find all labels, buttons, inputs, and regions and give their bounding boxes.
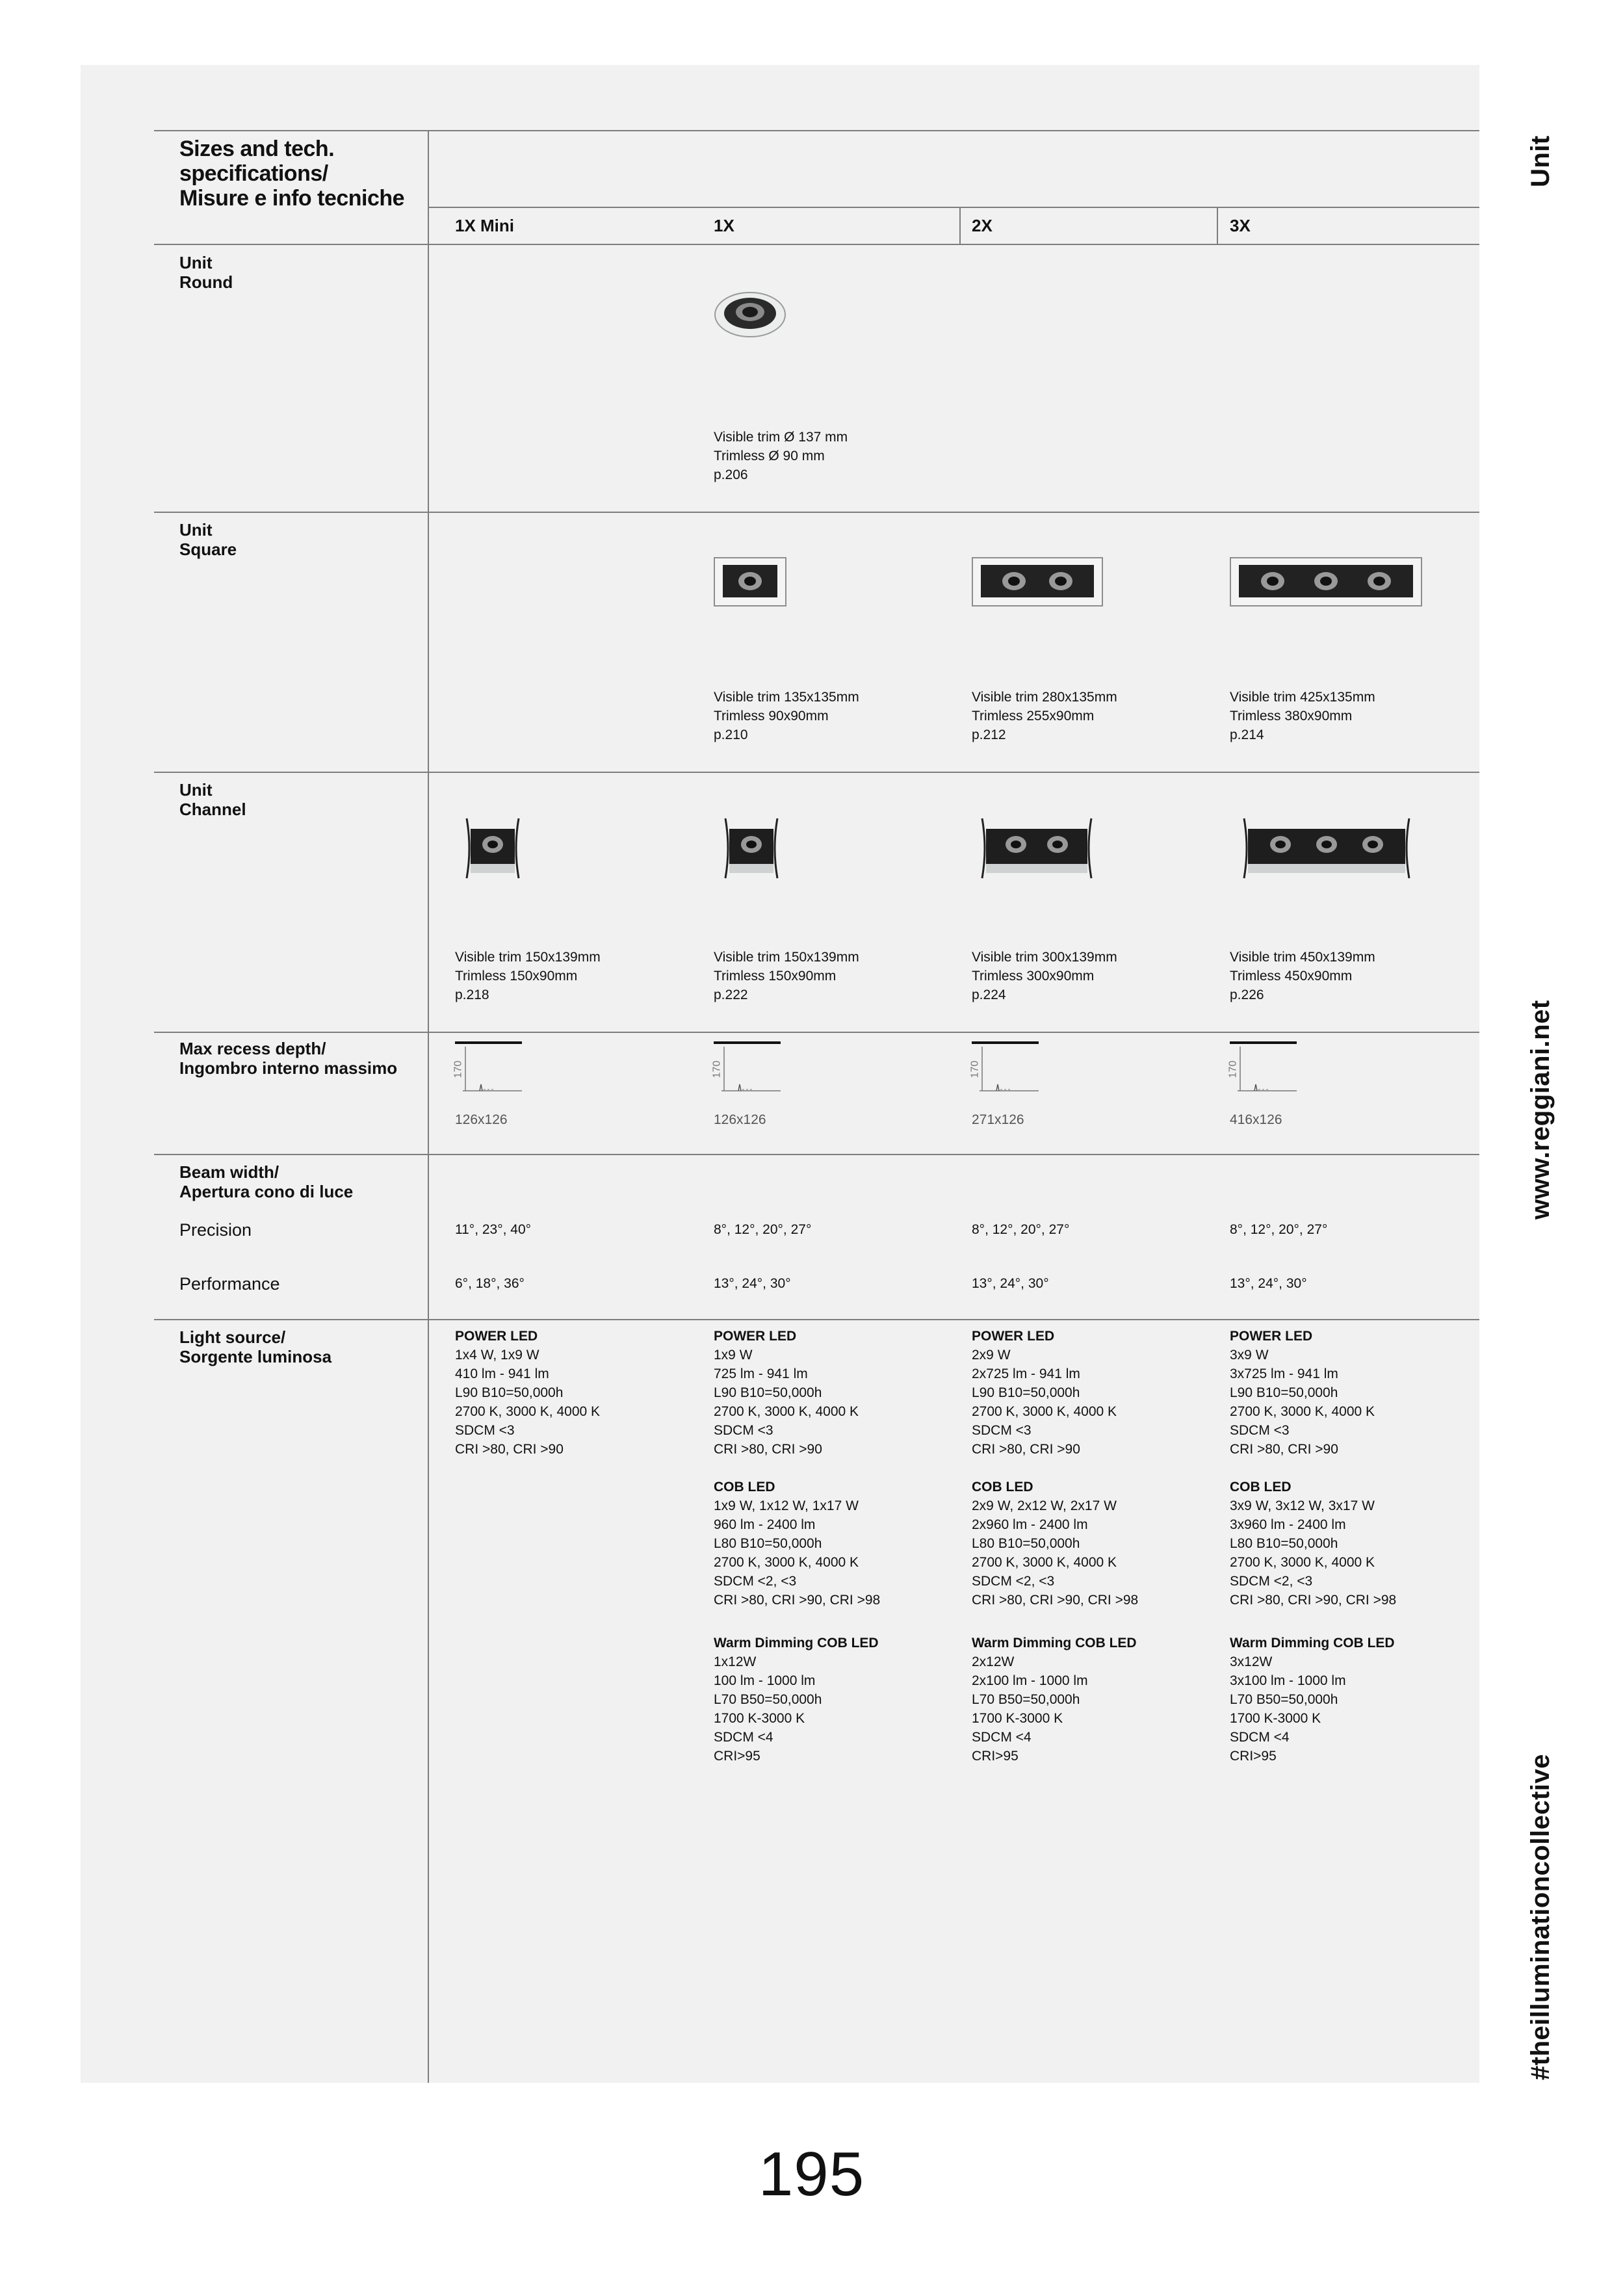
recess-depth-label: 170 [711,1060,723,1078]
rule-beam [154,1319,1479,1320]
performance-1x-mini: 6°, 18°, 36° [455,1276,525,1291]
column-2x: 2X [972,216,993,235]
recess-depth-label: 170 [1227,1060,1239,1078]
power-3x-heading: POWER LED [1230,1329,1313,1344]
precision-label: Precision [179,1220,252,1240]
recess-1x-mini-size: 126x126 [455,1112,508,1127]
recess-diagram-1x-mini [452,1041,526,1093]
square-3x-spec: Visible trim 425x135mm Trimless 380x90mm p.214 [1230,690,1375,742]
square-2x-icon [972,557,1103,607]
recess-diagram-1x [711,1041,785,1093]
channel-1x-mini-spec: Visible trim 150x139mm Trimless 150x90mm p.218 [455,950,601,1002]
power-3x-spec: 3x9 W 3x725 lm - 941 lm L90 B10=50,000h 2700 K, 3000 K, 4000 K SDCM <3 CRI >80, CRI >90 [1230,1348,1375,1457]
row-label-recess: Max recess depth/ Ingombro interno massimo [179,1039,398,1078]
row-label-beam: Beam width/ Apertura cono di luce [179,1162,354,1201]
rule-vertical-3x [1217,207,1218,244]
precision-1x: 8°, 12°, 20°, 27° [714,1222,812,1237]
side-section-title: Unit [1526,135,1555,187]
power-1x-heading: POWER LED [714,1329,797,1344]
rule-top [154,130,1479,131]
row-label-light-source: Light source/ Sorgente luminosa [179,1327,332,1366]
recess-2x-size: 271x126 [972,1112,1024,1127]
rule-channel [154,1032,1479,1033]
power-1x-mini-heading: POWER LED [455,1329,538,1344]
row-label-square: Unit Square [179,520,237,559]
recess-diagram-3x [1227,1041,1301,1093]
page-title: Sizes and tech. specifications/ Misure e info tecniche [179,137,405,211]
channel-3x-spec: Visible trim 450x139mm Trimless 450x90mm p.226 [1230,950,1375,1002]
channel-1x-icon [721,816,781,881]
side-website: www.reggiani.net [1526,1000,1555,1220]
square-1x-icon [714,557,786,607]
row-label-round: Unit Round [179,253,233,292]
channel-2x-spec: Visible trim 300x139mm Trimless 300x90mm p.224 [972,950,1117,1002]
page-number: 195 [758,2139,865,2209]
cob-2x-spec: 2x9 W, 2x12 W, 2x17 W 2x960 lm - 2400 lm L80 B10=50,000h 2700 K, 3000 K, 4000 K SDCM <2, <3 CRI >80, CRI >90, CRI >98 [972,1498,1139,1608]
cob-3x-spec: 3x9 W, 3x12 W, 3x17 W 3x960 lm - 2400 lm L80 B10=50,000h 2700 K, 3000 K, 4000 K SDCM <2, <3 CRI >80, CRI >90, CRI >98 [1230,1498,1397,1608]
performance-label: Performance [179,1274,280,1294]
round-1x-spec: Visible trim Ø 137 mm Trimless Ø 90 mm p.206 [714,430,848,482]
power-2x-spec: 2x9 W 2x725 lm - 941 lm L90 B10=50,000h 2700 K, 3000 K, 4000 K SDCM <3 CRI >80, CRI >90 [972,1348,1117,1457]
rule-round [154,512,1479,513]
rule-vertical-2x [959,207,961,244]
power-1x-mini-spec: 1x4 W, 1x9 W 410 lm - 941 lm L90 B10=50,000h 2700 K, 3000 K, 4000 K SDCM <3 CRI >80, CRI >90 [455,1348,601,1457]
performance-3x: 13°, 24°, 30° [1230,1276,1307,1291]
channel-2x-icon [978,816,1095,881]
channel-1x-mini-icon [463,816,523,881]
recess-3x-size: 416x126 [1230,1112,1282,1127]
channel-3x-icon [1240,816,1413,881]
recess-depth-label: 170 [969,1060,981,1078]
square-1x-spec: Visible trim 135x135mm Trimless 90x90mm p.210 [714,690,859,742]
power-1x-spec: 1x9 W 725 lm - 941 lm L90 B10=50,000h 2700 K, 3000 K, 4000 K SDCM <3 CRI >80, CRI >90 [714,1348,859,1457]
rule-square [154,772,1479,773]
warm-3x-heading: Warm Dimming COB LED [1230,1636,1395,1650]
warm-1x-spec: 1x12W 100 lm - 1000 lm L70 B50=50,000h 1700 K-3000 K SDCM <4 CRI>95 [714,1654,822,1764]
recess-diagram-2x [969,1041,1043,1093]
channel-1x-spec: Visible trim 150x139mm Trimless 150x90mm p.222 [714,950,859,1002]
recess-depth-label: 170 [452,1060,464,1078]
cob-1x-spec: 1x9 W, 1x12 W, 1x17 W 960 lm - 2400 lm L80 B10=50,000h 2700 K, 3000 K, 4000 K SDCM <2, <3 CRI >80, CRI >90, CRI >98 [714,1498,881,1608]
side-hashtag: #theilluminationcollective [1526,1753,1555,2080]
precision-3x: 8°, 12°, 20°, 27° [1230,1222,1328,1237]
cob-2x-heading: COB LED [972,1480,1033,1494]
warm-2x-spec: 2x12W 2x100 lm - 1000 lm L70 B50=50,000h 1700 K-3000 K SDCM <4 CRI>95 [972,1654,1088,1764]
cob-1x-heading: COB LED [714,1480,775,1494]
row-label-channel: Unit Channel [179,780,246,819]
rule-recess [154,1154,1479,1155]
performance-1x: 13°, 24°, 30° [714,1276,791,1291]
column-1x: 1X [714,216,734,235]
rule-vertical-label [428,130,429,2083]
square-2x-spec: Visible trim 280x135mm Trimless 255x90mm p.212 [972,690,1117,742]
column-3x: 3X [1230,216,1251,235]
cob-3x-heading: COB LED [1230,1480,1292,1494]
warm-3x-spec: 3x12W 3x100 lm - 1000 lm L70 B50=50,000h 1700 K-3000 K SDCM <4 CRI>95 [1230,1654,1346,1764]
rule-columns-bottom [154,244,1479,245]
square-3x-icon [1230,557,1422,607]
precision-1x-mini: 11°, 23°, 40° [455,1222,532,1237]
column-1x-mini: 1X Mini [455,216,515,235]
performance-2x: 13°, 24°, 30° [972,1276,1049,1291]
warm-2x-heading: Warm Dimming COB LED [972,1636,1137,1650]
round-1x-icon [714,291,786,338]
recess-1x-size: 126x126 [714,1112,766,1127]
precision-2x: 8°, 12°, 20°, 27° [972,1222,1070,1237]
rule-columns-top [429,207,1479,208]
power-2x-heading: POWER LED [972,1329,1055,1344]
warm-1x-heading: Warm Dimming COB LED [714,1636,879,1650]
